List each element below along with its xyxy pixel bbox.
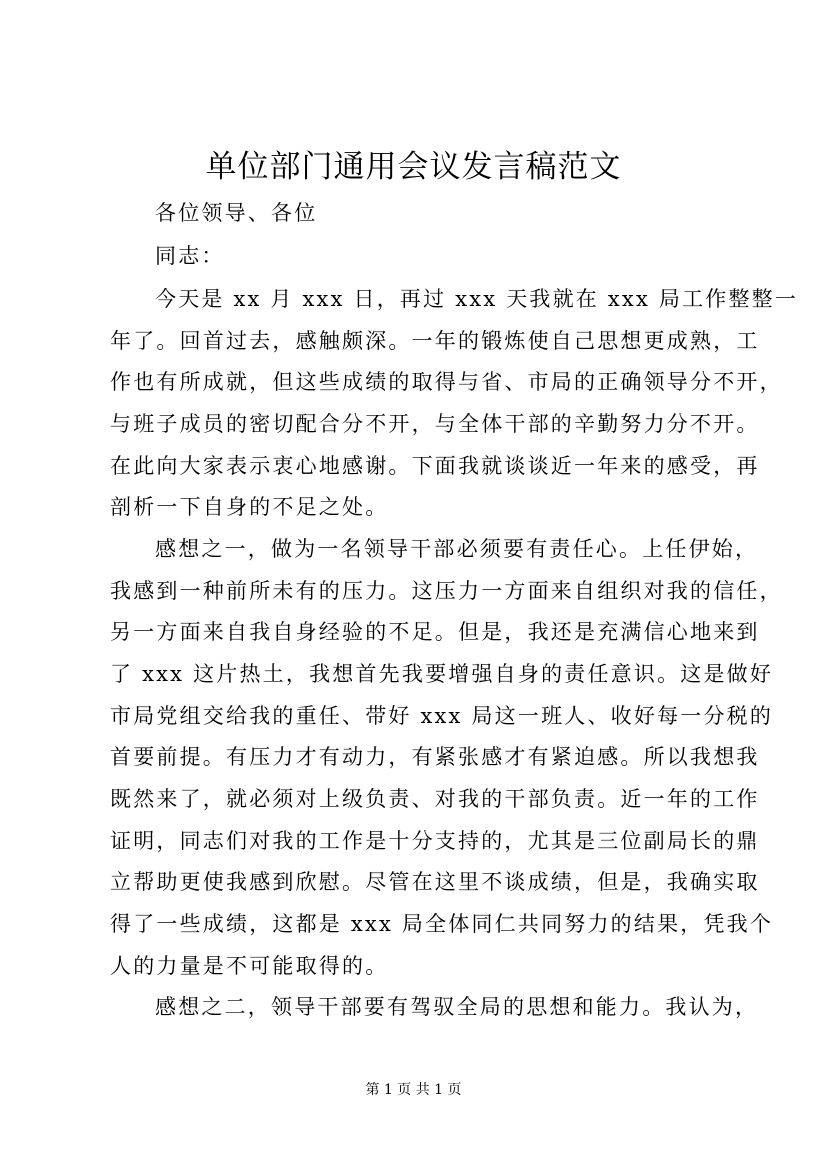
paragraph-line: 年了。回首过去，感触颇深。一年的锻炼使自己思想更成熟，工 [110, 329, 760, 353]
paragraph-line: 得了一些成绩，这都是 xxx 局全体同仁共同努力的结果，凭我个 [110, 912, 774, 936]
paragraph-line: 人的力量是不可能取得的。 [110, 954, 389, 978]
paragraph-line: 立帮助更使我感到欣慰。尽管在这里不谈成绩，但是，我确实取 [110, 870, 760, 894]
paragraph-line: 与班子成员的密切配合分不开，与全体干部的辛勤努力分不开。 [110, 412, 760, 436]
paragraph-line: 感想之二，领导干部要有驾驭全局的思想和能力。我认为， [155, 995, 759, 1019]
paragraph-line: 市局党组交给我的重任、带好 xxx 局这一班人、收好每一分税的 [110, 704, 774, 728]
paragraph-line: 了 xxx 这片热土，我想首先我要增强自身的责任意识。这是做好 [110, 662, 774, 686]
salutation-line-1: 各位领导、各位 [155, 201, 318, 225]
paragraph-line: 既然来了，就必须对上级负责、对我的干部负责。近一年的工作 [110, 787, 760, 811]
paragraph-line: 剖析一下自身的不足之处。 [110, 495, 389, 519]
paragraph-line: 感想之一，做为一名领导干部必须要有责任心。上任伊始， [155, 537, 759, 561]
paragraph-line: 首要前提。有压力才有动力，有紧张感才有紧迫感。所以我想我 [110, 745, 760, 769]
paragraph-line: 另一方面来自我自身经验的不足。但是，我还是充满信心地来到 [110, 620, 760, 644]
salutation-line-2: 同志： [155, 244, 225, 268]
paragraph-line: 今天是 xx 月 xxx 日，再过 xxx 天我就在 xxx 局工作整整一 [155, 287, 799, 311]
page-number-footer: 第 1 页 共 1 页 [365, 1082, 462, 1098]
paragraph-line: 证明，同志们对我的工作是十分支持的，尤其是三位副局长的鼎 [110, 829, 760, 853]
paragraph-line: 我感到一种前所未有的压力。这压力一方面来自组织对我的信任， [110, 579, 783, 603]
paragraph-line: 作也有所成就，但这些成绩的取得与省、市局的正确领导分不开， [110, 370, 783, 394]
paragraph-line: 在此向大家表示衷心地感谢。下面我就谈谈近一年来的感受，再 [110, 454, 760, 478]
document-title: 单位部门通用会议发言稿范文 [205, 149, 622, 185]
